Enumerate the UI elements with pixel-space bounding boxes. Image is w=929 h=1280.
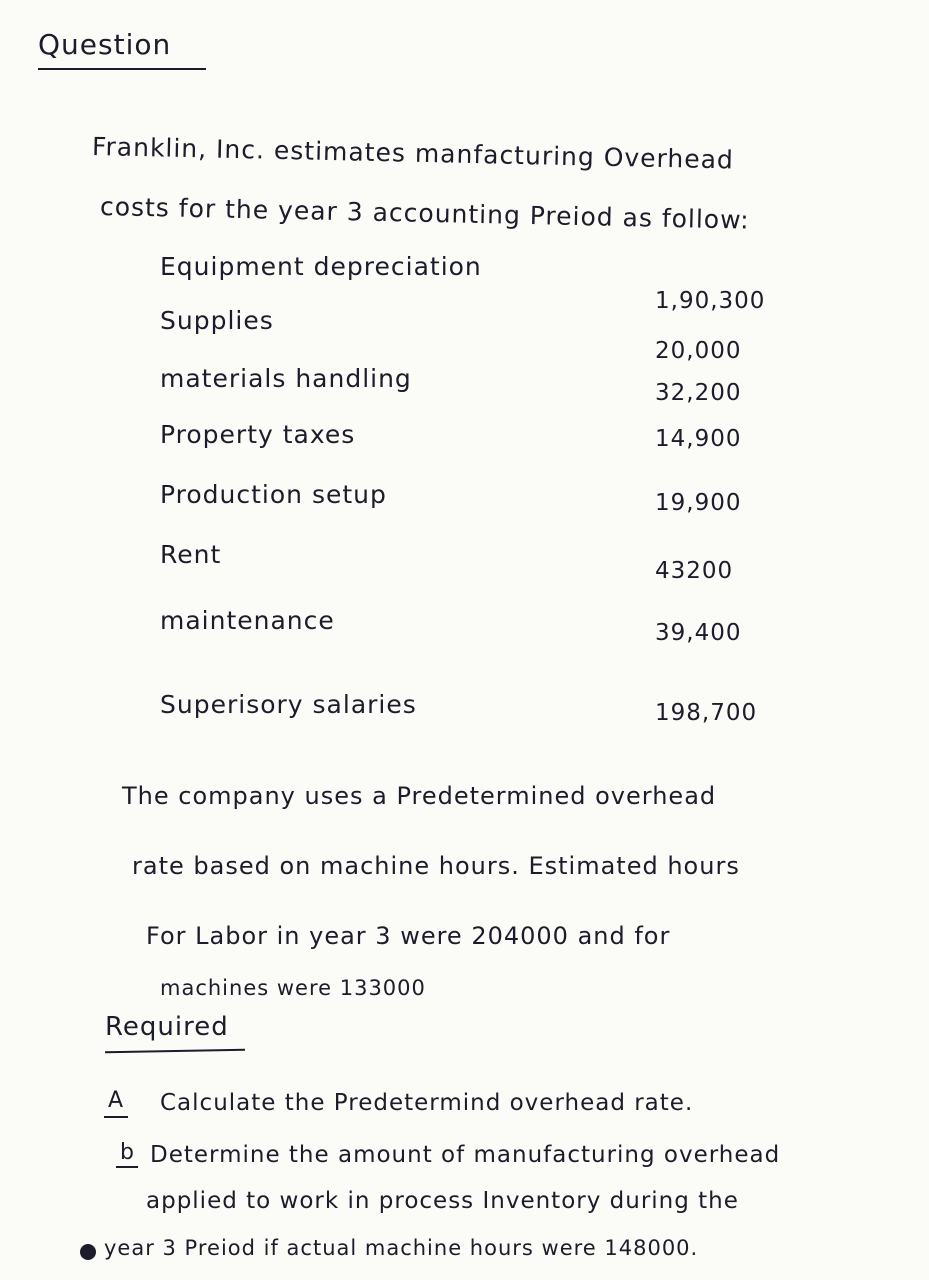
required-heading: Required (105, 1012, 229, 1042)
part-b-line-3: year 3 Preiod if actual machine hours were 148000. (104, 1236, 699, 1260)
part-b-line-1: Determine the amount of manufacturing overhead (150, 1142, 781, 1168)
item-label: Property taxes (160, 420, 356, 449)
item-label: Supplies (160, 306, 274, 335)
page-title: Question (38, 28, 172, 61)
item-label: Production setup (160, 480, 387, 509)
part-b-underline (116, 1166, 138, 1168)
item-label: materials handling (160, 364, 412, 393)
body-line-2: rate based on machine hours. Estimated hours (132, 852, 740, 880)
title-underline (38, 68, 206, 70)
item-value: 43200 (655, 558, 734, 584)
body-line-1: The company uses a Predetermined overhead (122, 782, 717, 810)
part-a-text: Calculate the Predetermind overhead rate. (160, 1090, 694, 1116)
part-b-line-2: applied to work in process Inventory during the (146, 1188, 739, 1214)
body-line-3: For Labor in year 3 were 204000 and for (146, 922, 671, 950)
part-a-letter: A (108, 1088, 124, 1113)
item-value: 14,900 (655, 426, 742, 452)
part-a-underline (104, 1116, 128, 1118)
intro-line-2: costs for the year 3 accounting Preiod as follow: (99, 192, 750, 235)
item-value: 19,900 (655, 490, 742, 516)
item-label: Superisory salaries (160, 690, 417, 719)
item-value: 32,200 (655, 380, 742, 406)
bullet-icon (80, 1244, 96, 1260)
item-label: Rent (160, 540, 222, 569)
item-value: 198,700 (655, 700, 758, 726)
item-value: 39,400 (655, 620, 742, 646)
item-label: maintenance (160, 606, 335, 635)
item-value: 20,000 (655, 338, 742, 364)
required-underline (105, 1049, 245, 1053)
body-line-4: machines were 133000 (160, 976, 426, 1000)
part-b-letter: b (120, 1140, 134, 1165)
item-label: Equipment depreciation (160, 252, 482, 281)
item-value: 1,90,300 (655, 288, 766, 314)
intro-line-1: Franklin, Inc. estimates manfacturing Overhead (91, 132, 735, 175)
